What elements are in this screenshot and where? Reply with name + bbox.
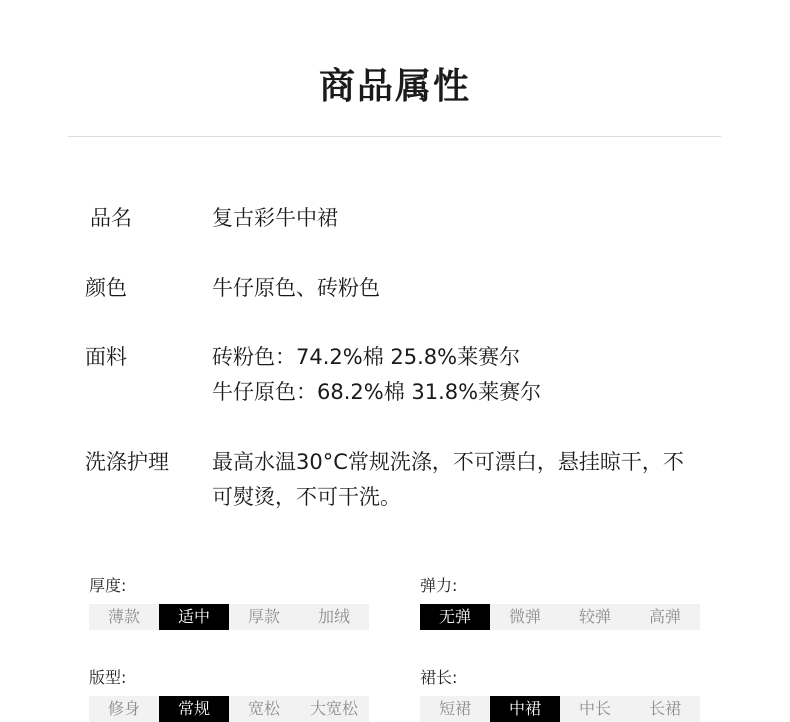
- thickness-label: 厚度:: [89, 576, 127, 595]
- elasticity-option: 微弹: [508, 607, 541, 626]
- length-scale: [420, 696, 700, 722]
- fit-option-selected: 常规: [159, 696, 229, 722]
- elasticity-option-selected: 无弹: [420, 604, 490, 630]
- color-label: 颜色: [85, 276, 127, 300]
- title-divider: [68, 136, 721, 137]
- fabric-label: 面料: [85, 345, 127, 369]
- elasticity-label: 弹力:: [420, 576, 458, 595]
- fit-option: 大宽松: [309, 699, 358, 718]
- length-option-selected: 中裙: [490, 696, 560, 722]
- care-value-line2: 可熨烫，不可干洗。: [212, 485, 401, 509]
- length-label: 裙长:: [420, 668, 458, 687]
- length-option: 短裙: [438, 699, 471, 718]
- care-label: 洗涤护理: [85, 450, 169, 474]
- fabric-value-line1: 砖粉色：74.2%棉 25.8%莱赛尔: [212, 345, 521, 369]
- color-value: 牛仔原色、砖粉色: [212, 276, 380, 300]
- length-option: 长裙: [648, 699, 681, 718]
- name-value: 复古彩牛中裙: [212, 206, 338, 230]
- fit-label: 版型:: [89, 668, 127, 687]
- thickness-option: 薄款: [107, 607, 140, 626]
- elasticity-scale: [420, 604, 700, 630]
- name-label: 品名: [90, 206, 132, 230]
- thickness-option-selected: 适中: [159, 604, 229, 630]
- thickness-option: 加绒: [317, 607, 350, 626]
- fit-scale: [89, 696, 369, 722]
- thickness-scale: [89, 604, 369, 630]
- page-title: 商品属性: [318, 66, 471, 107]
- elasticity-option: 高弹: [648, 607, 681, 626]
- thickness-option: 厚款: [247, 607, 280, 626]
- length-option: 中长: [578, 699, 611, 718]
- elasticity-option: 较弹: [578, 607, 611, 626]
- fit-option: 修身: [107, 699, 140, 718]
- fabric-value-line2: 牛仔原色：68.2%棉 31.8%莱赛尔: [212, 380, 542, 404]
- care-value-line1: 最高水温30°C常规洗涤，不可漂白，悬挂晾干，不: [212, 450, 684, 474]
- fit-option: 宽松: [247, 699, 280, 718]
